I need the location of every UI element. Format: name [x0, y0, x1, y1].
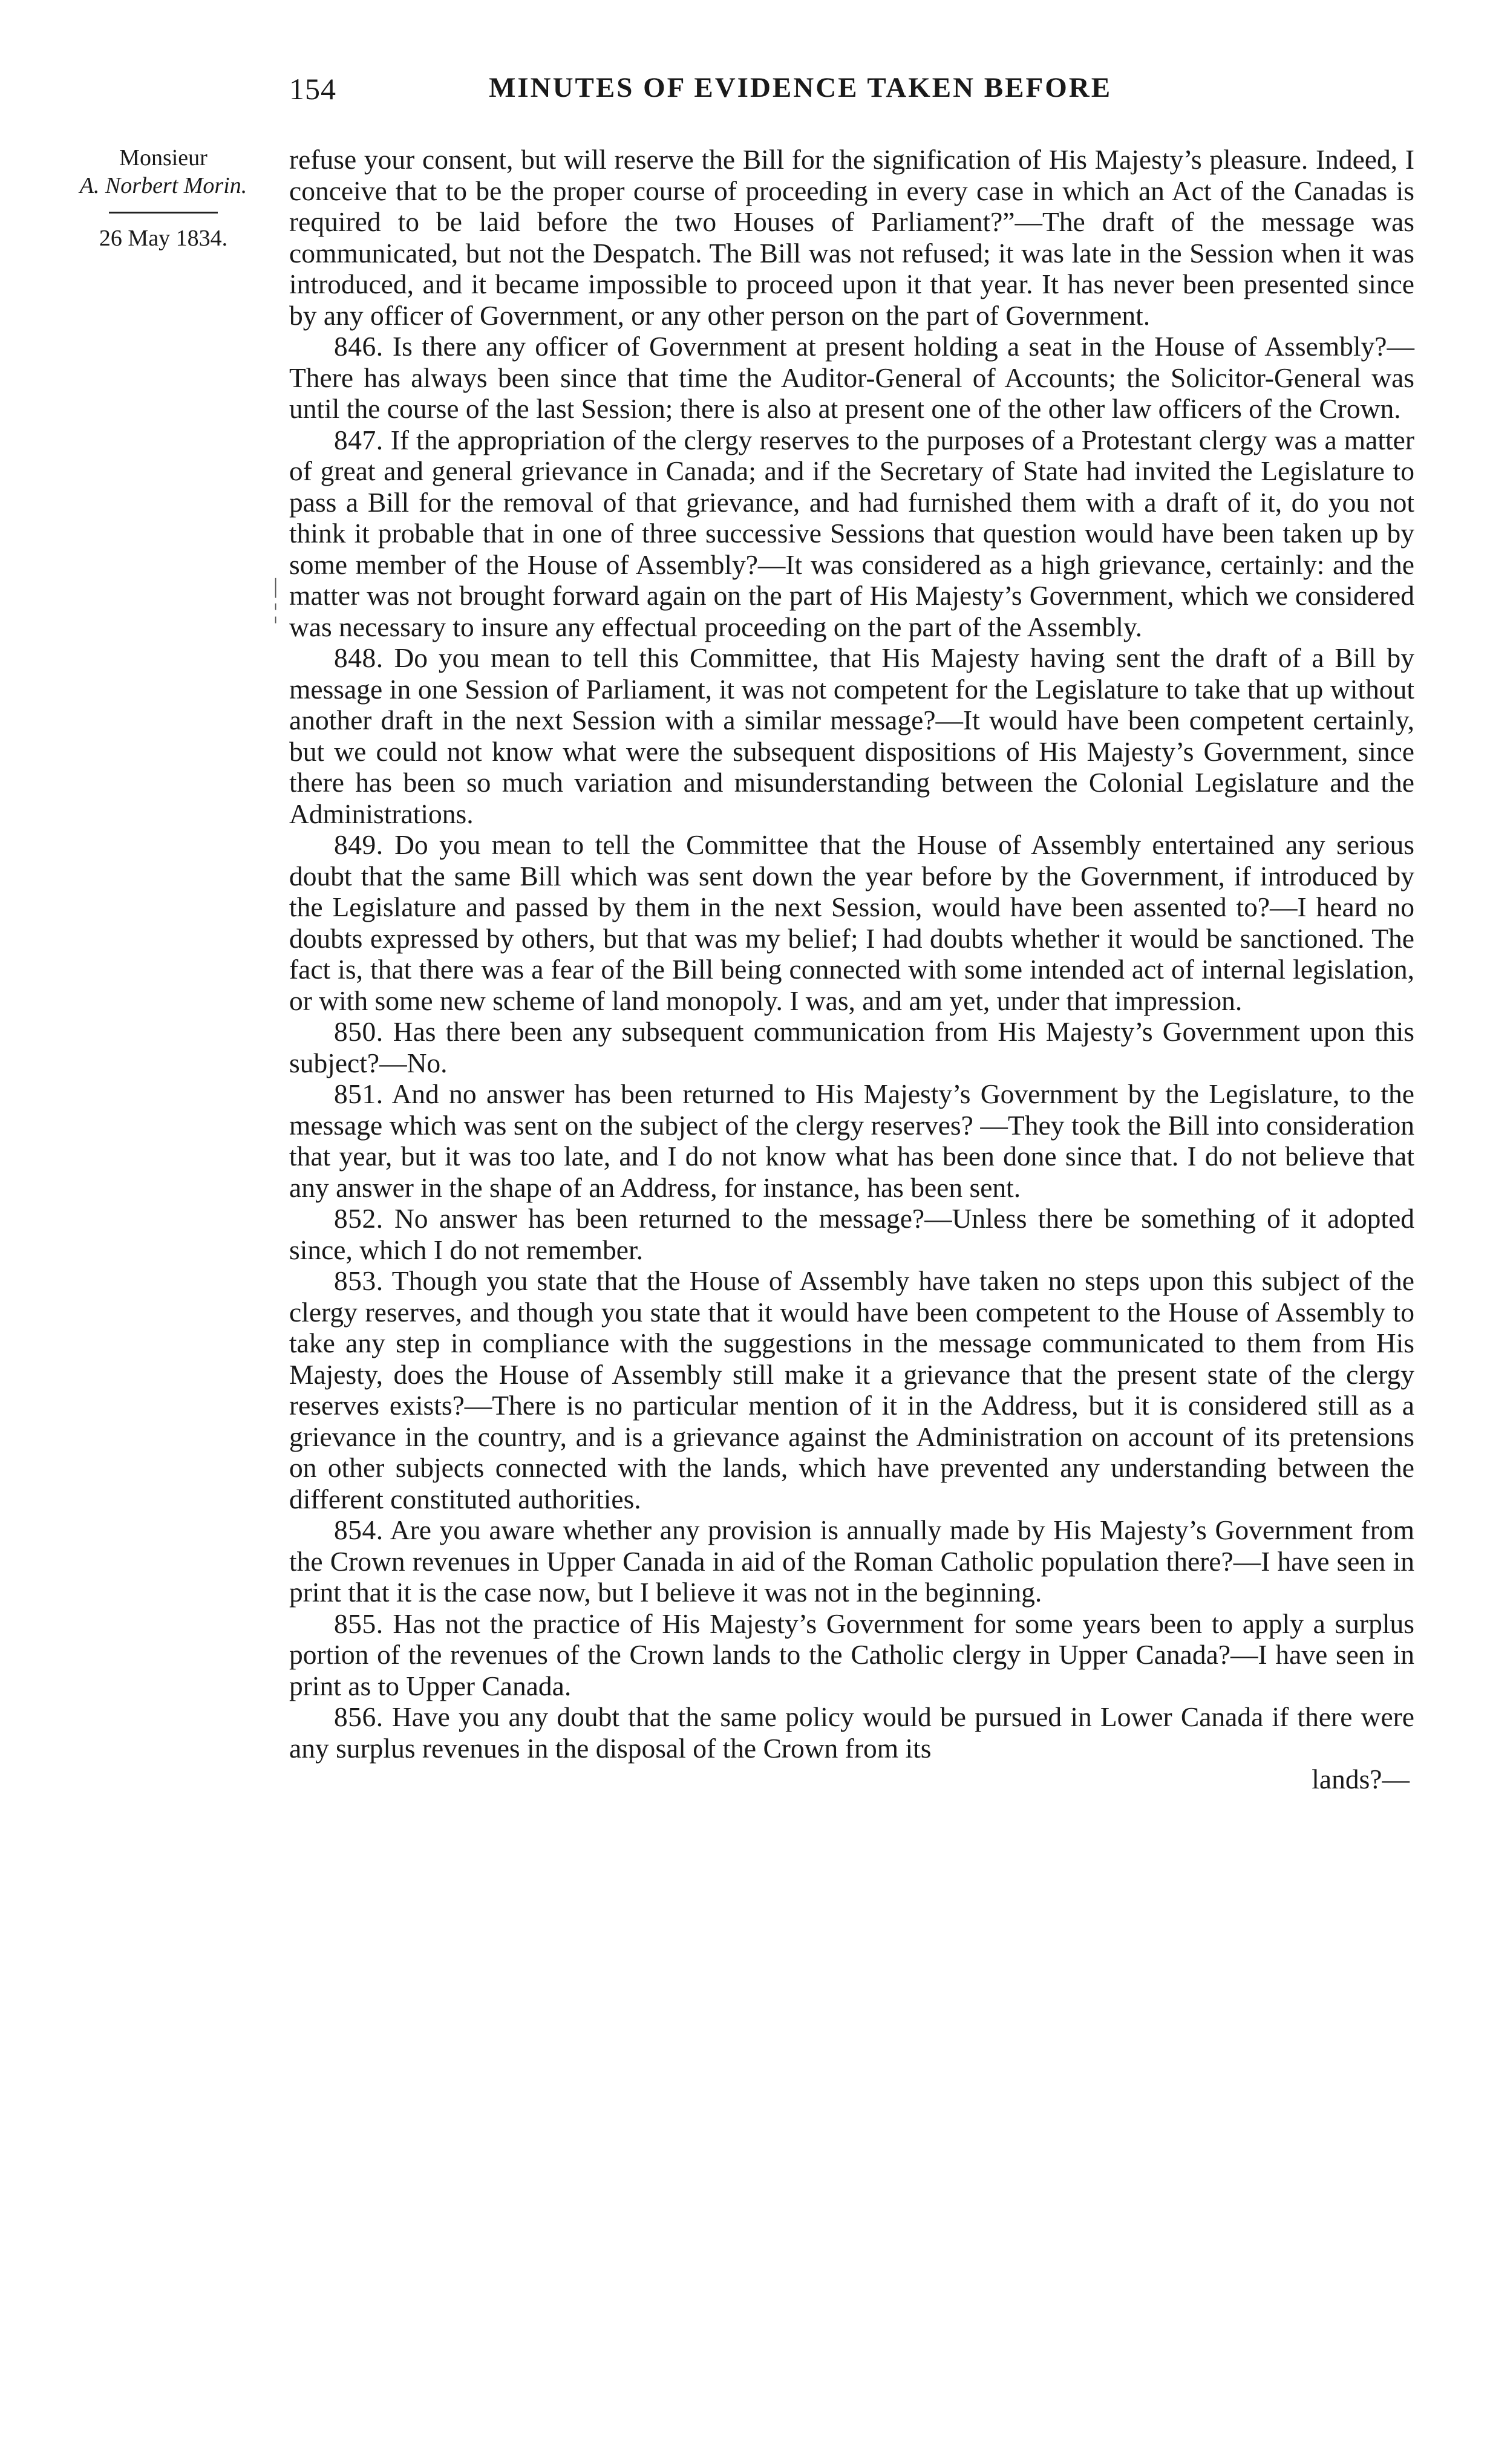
- question-850: [289, 1016, 1414, 1078]
- running-title: MINUTES OF EVIDENCE TAKEN BEFORE: [489, 72, 1113, 103]
- question-number: 847.: [334, 424, 384, 455]
- page-header: [289, 71, 1257, 114]
- evidence-body: [289, 144, 1414, 1795]
- question-846: [289, 331, 1414, 425]
- question-text: Though you state that the House of Assembly have taken no steps upon this subject of the clergy reserves, and though you state that it would have been competent to the House of Assembly to take any step in compliance with the suggestions in the message communicated to them from His Majesty, does the House of Assembly still make it a grievance that the present state of the clergy reserves exists?—There is no particular mention of it in the Address, but it is considered still as a grievance in the country, and is a grievance against the Administration on account of its pretensions on other subjects connected with the lands, which have prevented any understanding between the different constituted authorities.: [289, 1265, 1414, 1514]
- margin-mark: |: [273, 574, 278, 598]
- question-number: 850.: [334, 1016, 384, 1047]
- question-number: 856.: [334, 1701, 384, 1732]
- question-number: 854.: [334, 1514, 384, 1545]
- catchword: lands?—: [1312, 1764, 1410, 1794]
- question-text: And no answer has been returned to His Majesty’s Government by the Legislature, to the message which was sent on the subject of the clergy reserves? —They took the Bill into consideration that year, but it was too late, and I do not know what has been done since that. I do not believe that any answer in the shape of an Address, for instance, has been sent.: [289, 1078, 1414, 1203]
- question-text: Is there any officer of Government at present holding a seat in the House of Assembly?—There has always been since that time the Auditor-General of Accounts; the Solicitor-General was until the course of the last Session; there is also at present one of the other law officers of the Crown.: [289, 331, 1414, 424]
- question-number: 848.: [334, 642, 384, 673]
- question-856: [289, 1701, 1414, 1764]
- question-text: Do you mean to tell this Committee, that His Majesty having sent the draft of a Bill by message in one Session of Parliament, it was not competent for the Legislature to take that up without another draft in the next Session with a similar message?—It would have been competent certainly, but we could not know what were the subsequent dispositions of His Majesty’s Government, since there has been so much variation and misunderstanding between the Colonial Legislature and the Administrations.: [289, 642, 1415, 829]
- question-854: [289, 1514, 1414, 1608]
- question-number: 852.: [334, 1203, 384, 1234]
- question-848: [289, 642, 1414, 829]
- question-number: 855.: [334, 1608, 384, 1639]
- page-number: 154: [289, 72, 336, 106]
- question-853: [289, 1265, 1414, 1514]
- question-text: Are you aware whether any provision is annually made by His Majesty’s Government from the Crown revenues in Upper Canada in aid of the Roman Catholic population there?—I have seen in print that it is the case now, but I believe it was not in the beginning.: [289, 1514, 1414, 1608]
- question-text: Has there been any subsequent communication from His Majesty’s Government upon this subject?—No.: [289, 1016, 1414, 1078]
- question-text: If the appropriation of the clergy reserves to the purposes of a Protestant clergy was a matter of great and general grievance in Canada; and if the Secretary of State had invited the Legislature to pass a Bill for the removal of that grievance, and had furnished them with a draft of it, do you not think it probable that in one of three successive Sessions that question would have been taken up by some member of the House of Assembly?—It was considered as a high grievance, certainly: and the matter was not brought forward again on the part of His Majesty’s Government, which we considered was necessary to insure any effectual proceeding on the part of the Assembly.: [289, 424, 1415, 642]
- question-852: [289, 1203, 1414, 1265]
- question-number: 849.: [334, 829, 384, 860]
- witness-prefix: Monsieur: [119, 145, 207, 171]
- evidence-date: 26 May 1834.: [99, 226, 228, 251]
- question-number: 851.: [334, 1078, 384, 1109]
- question-number: 853.: [334, 1265, 384, 1296]
- question-text: Has not the practice of His Majesty’s Government for some years been to apply a surplus portion of the revenues of the Crown lands to the Catholic clergy in Upper Canada?—I have seen in print as to Upper Canada.: [289, 1608, 1415, 1701]
- question-text: Do you mean to tell the Committee that the House of Assembly entertained any serious doubt that the same Bill which was sent down the year before by the Government, if introduced by the Legislature and passed by them in the next Session, would have been assented to?—I heard no doubts expressed by others, but that was my belief; I had doubts whether it would be sanctioned. The fact is, that there was a fear of the Bill being connected with some intended act of internal legislation, or with some new scheme of land monopoly. I was, and am yet, under that impression.: [289, 829, 1414, 1016]
- question-855: [289, 1608, 1414, 1702]
- question-number: 846.: [334, 331, 384, 362]
- question-851: [289, 1078, 1414, 1203]
- question-847: [289, 425, 1414, 643]
- margin-note: [42, 144, 284, 252]
- opening-paragraph: refuse your consent, but will reserve the Bill for the signification of His Majesty’s pleasure. Indeed, I conceive that to be the proper course of proceeding in every case in which an Act of the Canadas is required to be laid before the two Houses of Parliament?”—The draft of the message was communicated, but not the Despatch. The Bill was not refused; it was late in the Session when it was introduced, and it became impossible to proceed upon it that year. It has never been presented since by any officer of Government, or any other person on the part of Government.: [289, 144, 1414, 331]
- witness-name: A. Norbert Morin.: [79, 173, 247, 198]
- margin-mark: ¦: [273, 599, 278, 624]
- question-849: [289, 829, 1414, 1016]
- question-text: No answer has been returned to the message?—Unless there be something of it adopted since, which I do not remember.: [289, 1203, 1415, 1265]
- question-text: Have you any doubt that the same policy would be pursued in Lower Canada if there were any surplus revenues in the disposal of the Crown from its: [289, 1701, 1414, 1764]
- margin-rule: [109, 212, 218, 213]
